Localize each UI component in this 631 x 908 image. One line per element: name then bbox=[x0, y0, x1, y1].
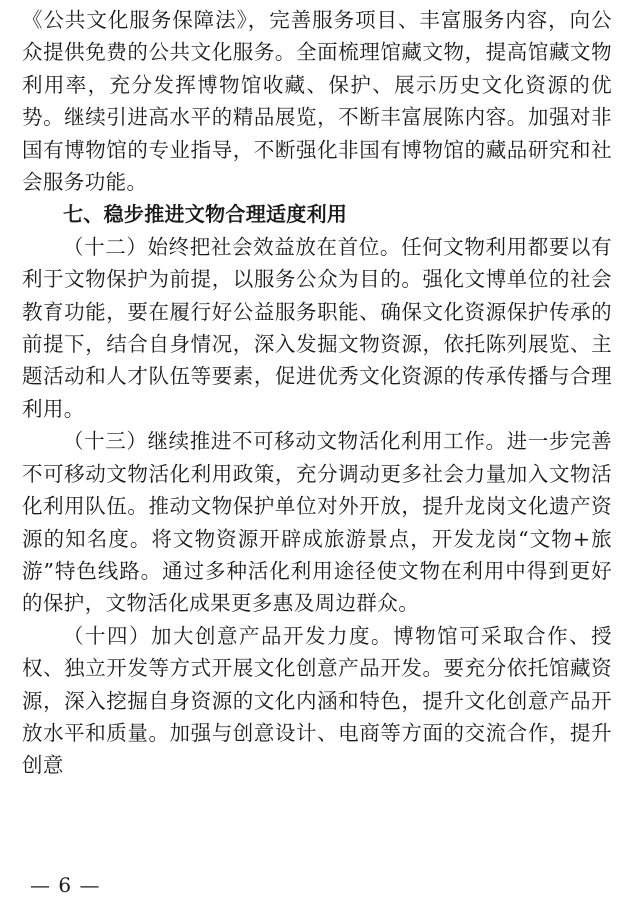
page-number: — 6 — bbox=[30, 873, 101, 897]
paragraph-item-13: （十三）继续推进不可移动文物活化利用工作。进一步完善不可移动文物活化利用政策，充分调动更多社会力量加入文物活化利用队伍。推动文物保护单位对外开放，提升龙岗文化遗产资源的知名度。将文物资源开辟成旅游景点，开发龙岗“文物+旅游”特色线路。通过多种活化利用途径使文物在利用中得到更好的保护，文物活化成果更多惠及周边群众。 bbox=[22, 429, 612, 616]
section-heading: 七、稳步推进文物合理适度利用 bbox=[63, 202, 348, 227]
paragraph-continuation: 《公共文化服务保障法》，完善服务项目、丰富服务内容，向公众提供免费的公共文化服务。全面梳理馆藏文物，提高馆藏文物利用率，充分发挥博物馆收藏、保护、展示历史文化资源的优势。继续引进高水平的精品展览，不断丰富展陈内容。加强对非国有博物馆的专业指导，不断强化非国有博物馆的藏品研究和社会服务功能。 bbox=[22, 8, 612, 195]
paragraph-item-14: （十四）加大创意产品开发力度。博物馆可采取合作、授权、独立开发等方式开展文化创意产品开发。要充分依托馆藏资源，深入挖掘自身资源的文化内涵和特色，提升文化创意产品开放水平和质量。加强与创意设计、电商等方面的交流合作，提升创意 bbox=[22, 623, 612, 778]
paragraph-item-12: （十二）始终把社会效益放在首位。任何文物利用都要以有利于文物保护为前提，以服务公众为目的。强化文博单位的社会教育功能，要在履行好公益服务职能、确保文化资源保护传承的前提下，结合自身情况，深入发掘文物资源，依托陈列展览、主题活动和人才队伍等要素，促进优秀文化资源的传承传播与合理利用。 bbox=[22, 234, 612, 421]
document-body bbox=[22, 4, 612, 782]
